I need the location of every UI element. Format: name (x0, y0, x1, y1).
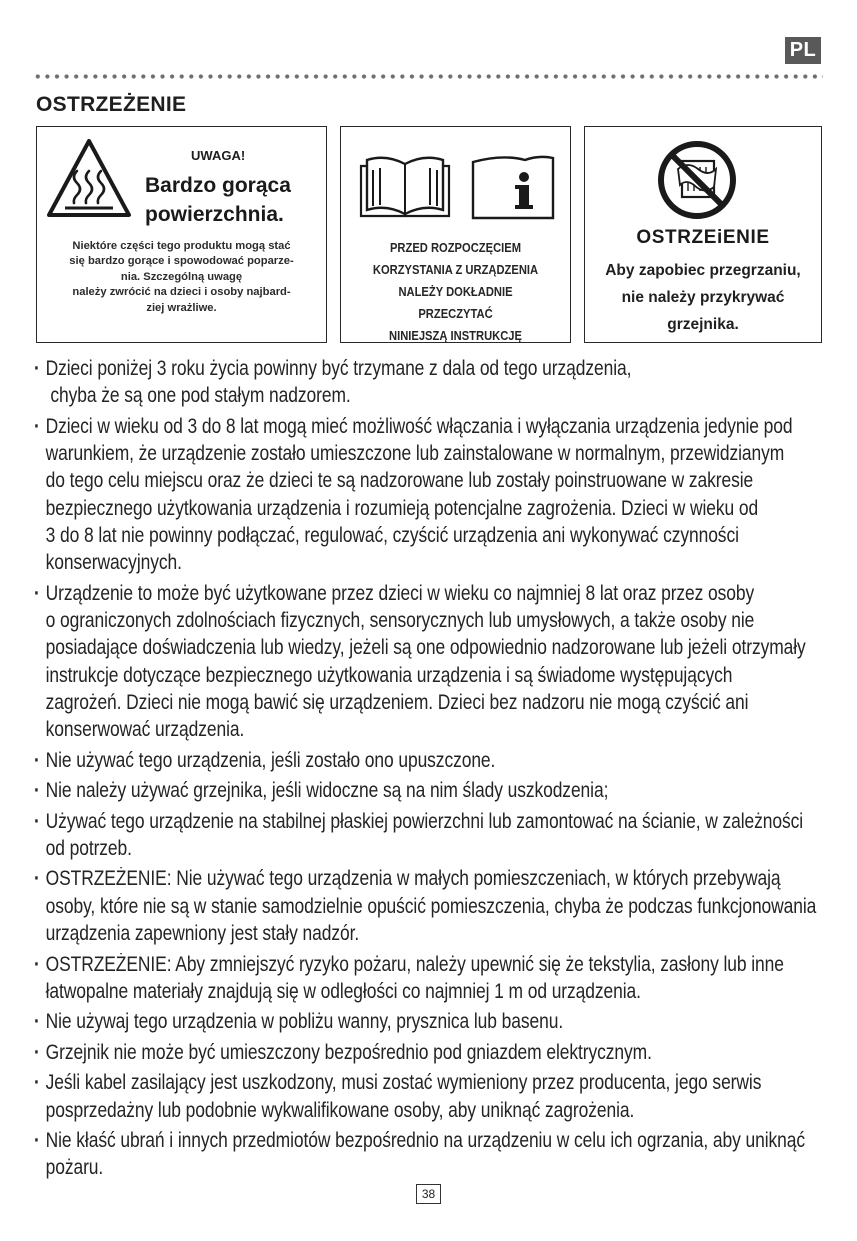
list-item: · Używać tego urządzenie na stabilnej płaskiej powierzchni lub zamontować na ścianie, w zależności od potrzeb. (34, 808, 823, 863)
do-not-cover-panel (584, 126, 822, 343)
list-item: · OSTRZEŻENIE: Aby zmniejszyć ryzyko pożaru, należy upewnić się że tekstylia, zasłony lub inne łatwopalne materiały znajdują się w odległości co najmniej 1 m od urządzenia. (34, 951, 823, 1006)
page-number: 38 (416, 1184, 441, 1204)
dotted-divider (33, 74, 823, 79)
list-item: · OSTRZEŻENIE: Nie używać tego urządzenia w małych pomieszczeniach, w których przebywają osoby, które nie są w stanie samodzielnie opuścić pomieszczenia, chyba że podczas funkcjonowania urządzenia zapewniony jest stały nadzór. (34, 865, 823, 947)
do-not-cover-description: Aby zapobiec przegrzaniu, nie należy przykrywać grzejnika. (605, 262, 801, 333)
list-item: · Grzejnik nie może być umieszczony bezpośrednio pod gniazdem elektrycznym. (34, 1039, 823, 1066)
safety-instructions-list (34, 355, 857, 1185)
list-item: · Nie kłaść ubrań i innych przedmiotów bezpośrednio na urządzeniu w celu ich ogrzania, aby uniknąć pożaru. (34, 1127, 823, 1182)
list-item: · Dzieci poniżej 3 roku życia powinny być trzymane z dala od tego urządzenia, chyba że są one pod stałym nadzorem. (34, 355, 823, 410)
hot-surface-warning-panel (36, 126, 327, 343)
caution-label: UWAGA! (191, 148, 246, 163)
list-item: · Nie należy używać grzejnika, jeśli widoczne są na nim ślady uszkodzenia; (34, 777, 823, 804)
do-not-cover-title: OSTRZEiENIE (636, 227, 770, 248)
read-manual-panel (340, 126, 571, 343)
read-manual-icon (353, 152, 558, 222)
hot-surface-description: Niektóre części tego produktu mogą stać się bardzo gorące i spowodować poparze- nia. Szczególną uwagę należy zwrócić na dzieci i osoby najbard- ziej wrażliwe. (69, 240, 294, 314)
language-badge: PL (785, 37, 821, 64)
do-not-cover-icon (656, 139, 738, 221)
list-item: · Dzieci w wieku od 3 do 8 lat mogą mieć możliwość włączania i wyłączania urządzenia jedynie pod warunkiem, że urządzenie zostało umieszczone lub zainstalowane w normalnym, przewidzianym do tego celu miejscu oraz że dzieci te są nadzorowane lub zostały poinstruowane w zakresie bezpiecznego użytkowania urządzenia i rozumieją potencjalne zagrożenia. Dzieci w wieku od 3 do 8 lat nie powinny podłączać, regulować, czyścić urządzenia ani wykonywać czynności konserwacyjnych. (34, 413, 823, 577)
list-item: · Urządzenie to może być użytkowane przez dzieci w wieku co najmniej 8 lat oraz przez osoby o ograniczonych zdolnościach fizycznych, sensorycznych lub umysłowych, a także osoby nie posiadające doświadczenia lub wiedzy, jeżeli są one odpowiednio nadzorowane lub jeżeli otrzymały instrukcje dotyczące bezpiecznego użytkowania urządzenia i są świadome występujących zagrożeń. Dzieci nie mogą bawić się urządzeniem. Dzieci bez nadzoru nie mogą czyścić ani konserwować urządzenia. (34, 580, 823, 744)
read-manual-instruction: PRZED ROZPOCZĘCIEM KORZYSTANIA Z URZĄDZENIA NALEŻY DOKŁADNIE PRZECZYTAĆ NINIEJSZĄ INSTRUKCJĘ (372, 240, 539, 343)
hot-surface-title: Bardzo gorąca powierzchnia. (145, 174, 291, 226)
list-item: · Nie używaj tego urządzenia w pobliżu wanny, prysznica lub basenu. (34, 1008, 823, 1035)
hot-surface-warning-icon (45, 137, 133, 221)
list-item: · Nie używać tego urządzenia, jeśli zostało ono upuszczone. (34, 747, 823, 774)
section-title: OSTRZEŻENIE (36, 93, 187, 116)
list-item: · Jeśli kabel zasilający jest uszkodzony, musi zostać wymieniony przez producenta, jego serwis posprzedażny lub podobnie wykwalifikowane osoby, aby uniknąć zagrożenia. (34, 1069, 823, 1124)
